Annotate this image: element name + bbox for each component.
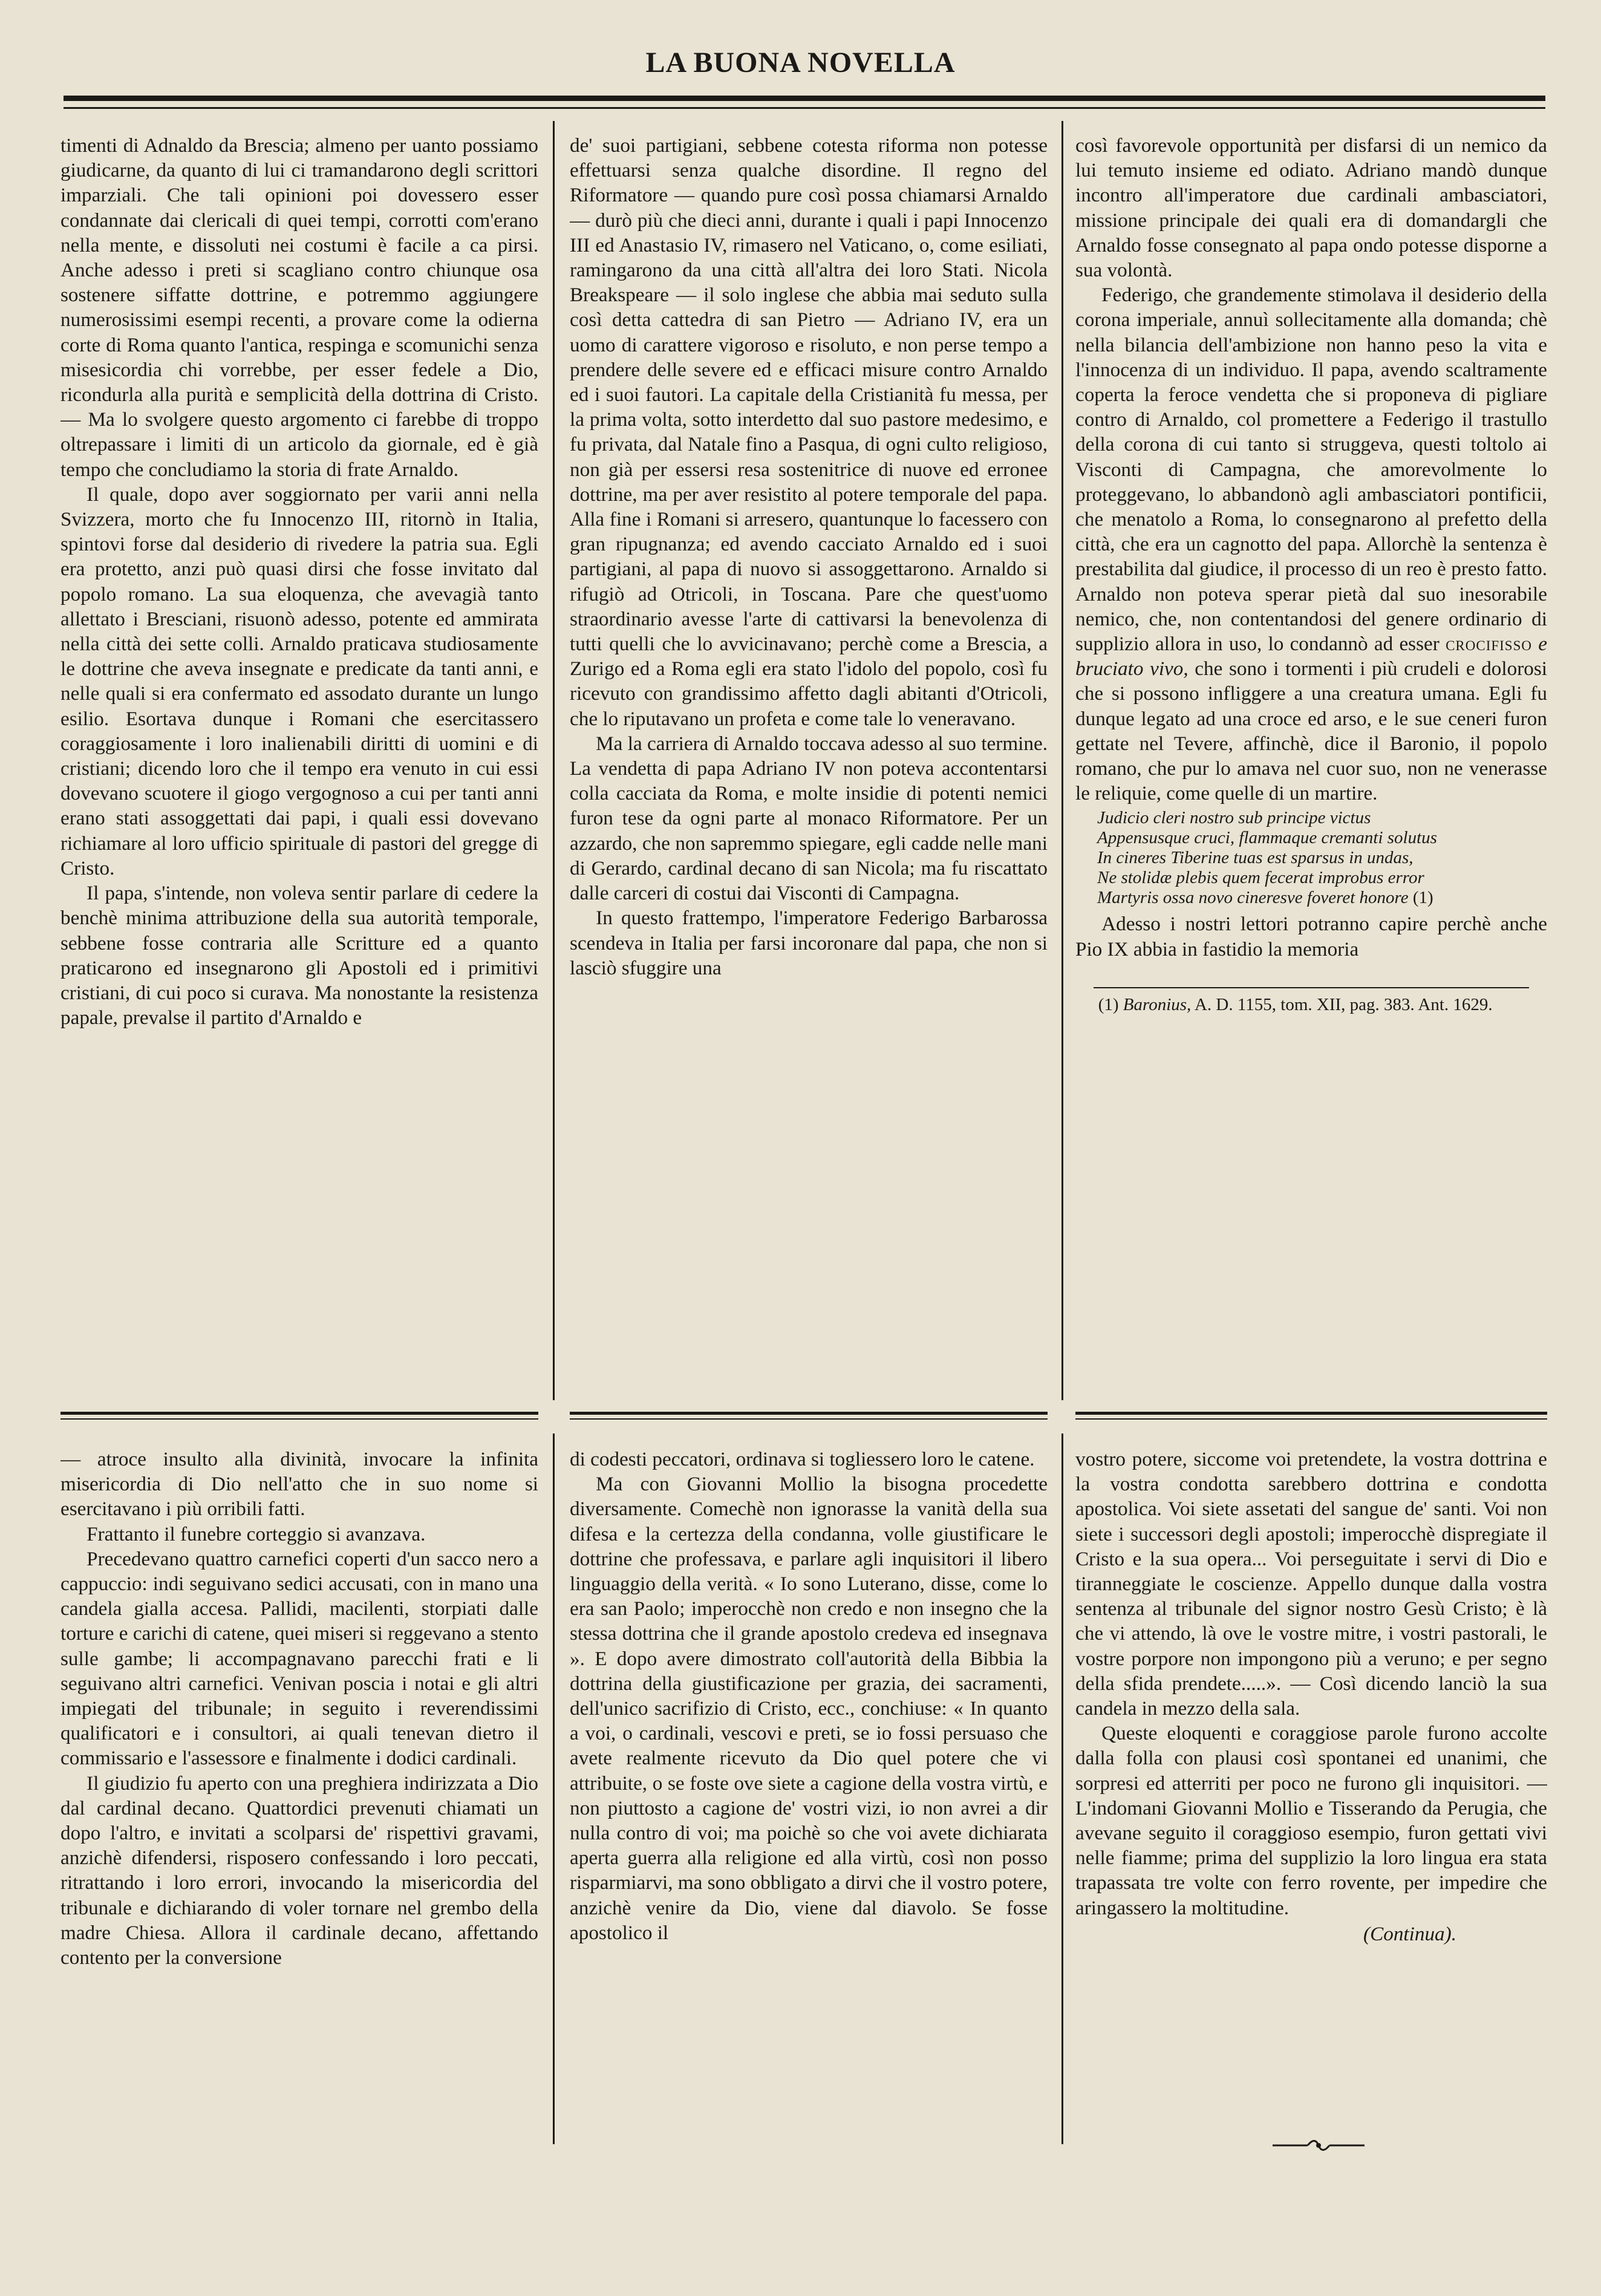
- footnote-text: A. D. 1155, tom. XII, pag. 383. Ant. 1629.: [1194, 994, 1493, 1014]
- section-rule: [60, 1418, 538, 1420]
- paragraph-text: Federigo, che grandemente stimolava il desiderio della corona imperiale, annuì sollecitamente alla domanda; chè nella bilancia dell'ambizione non hanno peso la vita e l'innocenza di un individuo. Il papa, avendo scaltramente coperta la feroce vendetta che si proponeva di pigliare contro di Arnaldo, col promettere a Federigo il trastullo della corona di cui tanto si struggeva, questi toltolo ai Visconti di Campagna, che amorevolmente lo proteggevano, lo abbandonò agli ambasciatori pontificii, che menatolo a Roma, lo consegnarono al prefetto della città, che era un cagnotto del papa. Allorchè la sentenza è prestabilita dal giudice, il processo di un reo è presto fatto. Arnaldo non poteva sperar pietà dal suo inesorabile nemico, che, non contentandosi del genere ordinario di supplizio allora in uso, lo condannò ad esser: [1075, 284, 1547, 656]
- verse-line: Judicio cleri nostro sub principe victus: [1097, 808, 1371, 828]
- section-rule: [1075, 1412, 1547, 1415]
- masthead-title: LA BUONA NOVELLA: [645, 47, 956, 79]
- header-rule-thin: [64, 107, 1545, 109]
- header-rule-thick: [64, 96, 1545, 101]
- column-divider: [553, 1433, 555, 2144]
- column-divider: [1061, 121, 1063, 1400]
- verse-text: Martyris ossa novo cineresve foveret honore: [1097, 888, 1409, 908]
- verse-line: [1097, 888, 1547, 908]
- column-bottom-3: [1075, 1447, 1547, 2157]
- column-bottom-2: [570, 1447, 1048, 2157]
- column-top-3: [1075, 133, 1547, 1403]
- emphasis-bruciato: e bruciato vivo,: [1075, 633, 1547, 680]
- column-bottom-1: [60, 1447, 538, 2157]
- emphasis-crocifisso: crocifisso: [1446, 633, 1532, 656]
- paragraph: de' suoi partigiani, sebbene cotesta riforma non potesse effettuarsi senza qualche disordine. Il regno del Riformatore — quando pure così possa chiamarsi Arnaldo — durò più che dieci anni, durante i quali i papi Innocenzo III ed Anastasio IV, rimasero nel Vaticano, o, come esiliati, ramingarono da una città all'altra dei loro Stati. Nicola Breakspeare — il solo inglese che abbia mai seduto sulla così detta cattedra di san Pietro — Adriano IV, era un uomo di carattere vigoroso e risoluto, e non perse tempo a prendere delle severe ed e efficaci misure contro Arnaldo ed i suoi fautori. La capitale della Cristianità fu messa, per la prima volta, sotto interdetto dal suo pastore medesimo, e fu privata, dal Natale fino a Pasqua, di ogni culto religioso, non già per essersi resa sostenitrice di nuove ed erronee dottrine, ma per aver resistito al potere temporale del papa. Alla fine i Romani si arresero, quantunque lo facessero con gran ripugnanza; ed avendo cacciato Arnaldo ed i suoi partigiani, al papa di nuovo si assoggettarono. Arnaldo si rifugiò ad Otricoli, in Toscana. Pare che quest'uomo straordinario avesse l'arte di cattivarsi la benevolenza di tutti quelli che lo avvicinavano; perchè come a Brescia, a Zurigo ed a Roma egli era stato l'idolo del popolo, così fu ricevuto con grandissimo affetto dagli abitanti d'Otricoli, che lo riputavano un profeta e come tale lo veneravano.: [570, 134, 1048, 730]
- section-rule: [1075, 1418, 1547, 1420]
- section-rule: [570, 1412, 1048, 1415]
- verse-line: In cineres Tiberine tuas est sparsus in undas,: [1097, 848, 1414, 868]
- column-divider: [1061, 1433, 1063, 2144]
- paragraph: Precedevano quattro carnefici coperti d'un sacco nero a cappuccio: indi seguivano sedici accusati, con in mano una candela gialla accesa. Pallidi, macilenti, storpiati dalle torture e carichi di catene, quei miseri si reggevano a stento sulle gambe; li accompagnavano parecchi frati e li seguivano altri carnefici. Venivan poscia i notai e gli altri impiegati del tribunale; in seguito i reverendissimi qualificatori e i consultori, ai quali tenevan dietro il commissario e l'assessore e finalmente i dodici cardinali.: [60, 1547, 538, 1770]
- column-top-2: [570, 133, 1048, 1403]
- ornament-divider-icon: [1270, 2138, 1367, 2153]
- paragraph: di codesti peccatori, ordinava si togliessero loro le catene.: [570, 1448, 1035, 1470]
- paragraph: Il quale, dopo aver soggiornato per varii anni nella Svizzera, morto che fu Innocenzo III, ritornò in Italia, spintovi forse dal desiderio di rivedere la patria sua. Egli era protetto, anzi può quasi dirsi che fosse invitato dal popolo romano. La sua eloquenza, che avevagià tanto allettato i Bresciani, risuonò adesso, potente ed ammirata nella città dei sette colli. Arnaldo praticava studiosamente le dottrine che aveva insegnate e predicate da tanti anni, e nelle quali si era confermato ed assodato durante un lungo esilio. Esortava dunque i Romani che esercitassero coraggiosamente i loro inalienabili diritti di uomini e di cristiani; dicendo loro che il tempo era venuto in cui essi dovevano scuotere il giogo vergognoso a cui per tanti anni erano stati assoggettati dai papi, i quali essi dovevano richiamare al loro ufficio spirituale di pastori del gregge di Cristo.: [60, 483, 538, 879]
- paragraph: — atroce insulto alla divinità, invocare la infinita misericordia di Dio nell'atto che in suo nome si esercitavano i più orribili fatti.: [60, 1448, 538, 1521]
- section-rule: [570, 1418, 1048, 1420]
- paragraph: Adesso i nostri lettori potranno capire perchè anche Pio IX abbia in fastidio la memoria: [1075, 913, 1547, 960]
- latin-verse: [1075, 808, 1547, 908]
- paragraph: Queste eloquenti e coraggiose parole furono accolte dalla folla con plausi così spontanei ed unanimi, che sorpresi ed atterriti per poco ne furono gli inquisitori. — L'indomani Giovanni Mollio e Tisserando da Perugia, che avevane seguito il coraggioso esempio, furon gettati vivi nelle fiamme; prima del supplizio la loro lingua era stata trapassata tre volte con ferro rovente, per impedire che aringassero la moltitudine.: [1075, 1722, 1547, 1919]
- footnote-author: Baronius,: [1123, 994, 1192, 1014]
- paragraph: Frattanto il funebre corteggio si avanzava.: [86, 1522, 426, 1545]
- paragraph: timenti di Adnaldo da Brescia; almeno per uanto possiamo giudicarne, da quanto di lui ci tramandarono degli scrittori imparziali. Che tali opinioni poi dovessero esser condannate dai clericali di quei tempi, corrotti com'erano nella mente, e dissoluti nei costumi è facile a ca pirsi. Anche adesso i preti si scagliano contro chiunque osa sostenere siffatte dottrine, e potremmo aggiungere numerosissimi esempi recenti, a provare come la odierna corte di Roma quanto l'antica, respinga e scomunichi senza misesicordia chi vorrebbe, per esser fedele a Dio, ricondurla alla purità e semplicità della dottrina di Cristo. — Ma lo svolgere questo argomento ci farebbe di troppo oltrepassare i limiti di un articolo da giornale, ed è già tempo che concludiamo la storia di frate Arnaldo.: [60, 134, 538, 481]
- paragraph: Il papa, s'intende, non voleva sentir parlare di cedere la benchè minima attribuzione della sua autorità temporale, sebbene fosse contraria alle Scritture ed a quanto praticarono ed insegnarono gli Apostoli ed i primitivi cristiani, di cui poco si curava. Ma nonostante la resistenza papale, prevalse il partito d'Arnaldo e: [60, 882, 538, 1029]
- paragraph: Ma la carriera di Arnaldo toccava adesso al suo termine. La vendetta di papa Adriano IV non poteva accontentarsi colla cacciata da Roma, e molte insidie di potenti nemici furon tese da ogni parte al monaco Riformatore. Per un azzardo, che non sapremmo spiegare, egli cadde nelle mani di Gerardo, cardinal decano di san Nicola; ma fu riscattato dalle carceri di costui dai Visconti di Campagna.: [570, 732, 1048, 905]
- paragraph: Ma con Giovanni Mollio la bisogna procedette diversamente. Comechè non ignorasse la vanità della sua difesa e la certezza della condanna, volle giustificare le dottrine che professava, e parlare agli inquisitori il libero linguaggio della verità. « Io sono Luterano, disse, come lo era san Paolo; imperocchè non credo e non insegno che la stessa dottrina che il grande apostolo credeva ed insegnava ». E dopo avere dimostrato coll'autorità della Bibbia la dottrina della giustificazione per grazia, dei sacramenti, dell'unico sacrifizio di Cristo, ecc., conchiuse: « In quanto a voi, o cardinali, vescovi e preti, se io fossi persuaso che avete realmente ricevuto da Dio quel potere che vi attribuite, o se foste ove siete a cagione della vostra virtù, e non piuttosto a cagione de' vostri vizi, io non avrei a dir nulla contro di voi; ma poichè so che voi avete dichiarata aperta guerra alla religione ed alla virtù, così non posso risparmiarvi, ma sono obbligato a dirvi che il vostro potere, anzichè venire da Dio, viene dal diavolo. Se fosse apostolico il: [570, 1473, 1048, 1944]
- paragraph: In questo frattempo, l'imperatore Federigo Barbarossa scendeva in Italia per farsi incoronare dal papa, che non si lasciò sfuggire una: [570, 907, 1048, 979]
- paragraph: vostro potere, siccome voi pretendete, la vostra dottrina e la vostra condotta sarebbero dottrina e condotta apostolica. Voi siete assetati del sangue de' santi. Voi non siete i successori degli apostoli; imperocchè dispregiate il Cristo e la sua opera... Voi perseguitate i servi di Dio e tiranneggiate le coscienze. Appello dunque dalla vostra sentenza al tribunale del signor nostro Gesù Cristo; è là che vi attendo, là ove le vostre mitre, i vostri pastorali, le vostre porpore non impongono più a veruno; e per segno della sfida prendete.....». — Così dicendo lanciò la sua candela in mezzo della sala.: [1075, 1448, 1547, 1720]
- section-rule: [60, 1412, 538, 1415]
- verse-line: Appensusque cruci, flammaque cremanti solutus: [1097, 828, 1437, 848]
- footnote-rule: [1094, 987, 1529, 988]
- paragraph: Il giudizio fu aperto con una preghiera indirizzata a Dio dal cardinal decano. Quattordici prevenuti chiamati un dopo l'altro, e invitati a scolparsi de' rispettivi gravami, anzichè difendersi, risposero confessando i loro peccati, ritrattando i loro errori, invocando la misericordia del tribunale e dichiarando di voler tornare nel grembo della madre Chiesa. Allora il cardinale decano, affettando contento per la conversione: [60, 1772, 538, 1969]
- paragraph-text: che sono i tormenti i più crudeli e dolorosi che si possono infliggere a una creatura umana. Egli fu dunque legato ad una croce ed arso, e le sue ceneri furon gettate nel Tevere, affinchè, dice il Baronio, il popolo romano, che pur lo amava nel cuor suo, non ne venerasse le reliquie, come quelle di un martire.: [1075, 657, 1547, 805]
- paragraph: così favorevole opportunità per disfarsi di un nemico da lui temuto insieme ed odiato. Adriano mandò dunque incontro all'imperatore due cardinali ambasciatori, missione principale dei quali era di domandargli che Arnaldo fosse consegnato al papa ondo potesse disporne a sua volontà.: [1075, 134, 1547, 282]
- footnote-marker: (1): [1098, 994, 1119, 1014]
- paragraph: [1075, 282, 1547, 806]
- continua-note: (Continua).: [1363, 1922, 1456, 1945]
- verse-line: Ne stolidæ plebis quem fecerat improbus error: [1097, 868, 1424, 888]
- column-top-1: [60, 133, 538, 1403]
- column-divider: [553, 121, 555, 1400]
- footnote: [1075, 994, 1547, 1016]
- footnote-reference: (1): [1412, 888, 1433, 908]
